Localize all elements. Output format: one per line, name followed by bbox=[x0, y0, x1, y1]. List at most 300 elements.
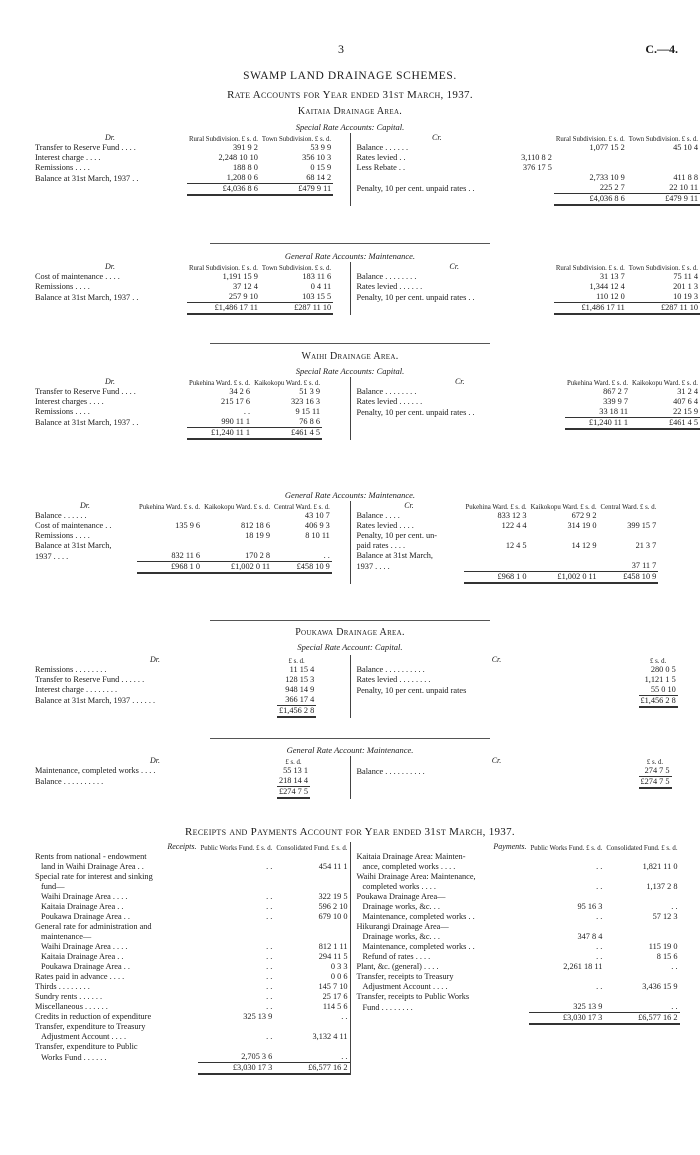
amount-a bbox=[464, 531, 529, 541]
amount-a bbox=[464, 551, 529, 561]
row-label: Cost of maintenance . . bbox=[35, 521, 112, 530]
row-label: Penalty, 10 per cent. unpaid rates . . bbox=[356, 407, 475, 417]
amount-b: 57 12 3 bbox=[652, 912, 678, 921]
ledger-header-row bbox=[355, 655, 678, 665]
total-row bbox=[33, 562, 332, 574]
waihi-capital-credit bbox=[351, 377, 700, 440]
ledger-side-heading: Cr. bbox=[491, 655, 502, 664]
row-label: Balance . . . . . . . . . . bbox=[356, 766, 425, 776]
amount-b bbox=[627, 163, 700, 173]
amount-b: 356 10 3 bbox=[302, 153, 332, 162]
ledger-header-row bbox=[33, 262, 333, 272]
debit-row bbox=[33, 685, 316, 695]
amount-c bbox=[599, 531, 659, 541]
payment-row bbox=[355, 912, 680, 922]
row-label: Kaitaia Drainage Area: Mainten- bbox=[356, 852, 466, 861]
amount-b: 10 19 3 bbox=[673, 292, 698, 301]
amount-a bbox=[198, 872, 274, 882]
row-label: completed works . . . . bbox=[362, 882, 437, 891]
total-a: £1,486 17 11 bbox=[554, 303, 627, 315]
payment-row bbox=[355, 932, 680, 942]
row-label bbox=[33, 428, 187, 440]
amount-a: 135 9 6 bbox=[175, 521, 201, 530]
amount-a bbox=[554, 163, 627, 173]
amount-b bbox=[274, 852, 349, 862]
amount-b bbox=[604, 922, 679, 932]
debit-row bbox=[33, 531, 332, 541]
debit-row bbox=[33, 695, 316, 706]
total-row bbox=[355, 696, 678, 708]
waihi-capital-account bbox=[0, 377, 700, 440]
amount-a: . . bbox=[266, 942, 273, 951]
debit-row bbox=[33, 541, 332, 551]
ledger-side-heading: Dr. bbox=[149, 655, 160, 664]
amount-b: 53 9 9 bbox=[310, 143, 332, 152]
receipt-row bbox=[33, 902, 350, 912]
column-header: Consolidated Fund. £ s. d. bbox=[606, 844, 678, 852]
debit-row bbox=[33, 417, 322, 428]
amount-b bbox=[274, 1042, 349, 1052]
amount-a: . . bbox=[596, 952, 603, 961]
row-label: land in Waihi Drainage Area . . bbox=[41, 862, 144, 871]
amount-a: . . bbox=[266, 862, 273, 871]
row-label: Balance . . . . . . . . . . bbox=[356, 665, 425, 674]
amount-b: 14 12 9 bbox=[571, 541, 597, 550]
amount-a: . . bbox=[266, 952, 273, 961]
amount-b: 407 6 4 bbox=[673, 397, 698, 406]
amount-a: 339 9 7 bbox=[603, 397, 629, 406]
amount-a: 95 16 3 bbox=[577, 902, 603, 911]
ledger-header-row bbox=[33, 655, 316, 665]
column-header: Rural Subdivision. £ s. d. bbox=[555, 135, 625, 143]
row-label: Rents from national - endowment bbox=[35, 852, 147, 861]
row-label: Thirds . . . . . . . . bbox=[35, 982, 90, 991]
row-label bbox=[33, 787, 277, 799]
amount-a: 867 2 7 bbox=[603, 387, 629, 396]
kaitaia-maintenance-debit bbox=[0, 262, 351, 315]
kaitaia-capital-credit bbox=[351, 133, 700, 206]
amount-a: 1,121 1 5 bbox=[644, 675, 676, 684]
row-label: Sundry rents . . . . . . bbox=[35, 992, 103, 1001]
ledger-side-heading: Payments. bbox=[493, 842, 527, 851]
row-label: Rates levied . . . . bbox=[356, 521, 414, 530]
credit-row bbox=[355, 665, 678, 675]
row-label: Works Fund . . . . . . bbox=[41, 1052, 107, 1062]
row-label: Transfer, receipts to Treasury bbox=[356, 972, 454, 981]
amount-a: 391 9 2 bbox=[233, 143, 258, 152]
amount-b bbox=[202, 541, 272, 551]
total-row bbox=[33, 1063, 350, 1075]
row-label: Rates levied . . . . . . bbox=[356, 282, 423, 291]
row-label: Poukawa Drainage Area . . bbox=[41, 962, 130, 971]
amount-b: 679 10 0 bbox=[318, 912, 348, 921]
amount-a: 188 8 0 bbox=[233, 163, 258, 172]
amount-b: 31 2 4 bbox=[677, 387, 698, 396]
total-a: £3,030 17 3 bbox=[198, 1063, 274, 1075]
debit-row bbox=[33, 521, 332, 531]
amount-a bbox=[554, 153, 627, 163]
row-label: Credits in reduction of expenditure bbox=[35, 1012, 152, 1021]
receipt-row bbox=[33, 1052, 350, 1063]
amount-b: 1,821 11 0 bbox=[642, 862, 678, 871]
amount-a: 128 15 3 bbox=[285, 675, 315, 684]
amount-b: 183 11 6 bbox=[302, 272, 332, 281]
total-b: £461 4 5 bbox=[630, 418, 700, 430]
ledger-side-heading: Cr. bbox=[404, 501, 414, 510]
amount-a bbox=[464, 561, 529, 572]
payment-row bbox=[355, 942, 680, 952]
debit-row bbox=[33, 173, 333, 184]
ledger-header-row bbox=[355, 262, 700, 272]
row-label: Maintenance, completed works . . bbox=[362, 912, 475, 921]
amount-b bbox=[529, 531, 599, 541]
amount-a: 325 13 9 bbox=[243, 1012, 273, 1021]
credit-row bbox=[355, 282, 700, 292]
column-header: Kaikokopu Ward. £ s. d. bbox=[530, 503, 597, 511]
amount-b: 145 7 10 bbox=[318, 982, 348, 991]
amount-c: 37 11 7 bbox=[631, 561, 657, 570]
amount-c: . . bbox=[323, 551, 330, 560]
ledger-side-heading: Dr. bbox=[104, 133, 115, 142]
debit-row bbox=[33, 163, 333, 173]
row-label: Rates levied . . . . . . bbox=[356, 397, 423, 406]
amount-a: . . bbox=[596, 862, 603, 871]
amount-b: 8 15 6 bbox=[656, 952, 678, 961]
ledger-header-row bbox=[355, 501, 659, 511]
row-label: Balance . . . . bbox=[356, 511, 400, 520]
row-label: Transfer, expenditure to Public bbox=[35, 1042, 138, 1051]
ledger-header-row bbox=[33, 756, 310, 766]
credit-row bbox=[355, 143, 700, 153]
amount-a: 1,077 15 2 bbox=[589, 143, 625, 152]
amount-a: . . bbox=[266, 972, 273, 981]
kaitaia-capital-title: Special Rate Accounts: Capital. bbox=[295, 122, 405, 132]
row-label: maintenance— bbox=[41, 932, 92, 941]
column-header: Pukehina Ward. £ s. d. bbox=[465, 503, 527, 511]
credit-row bbox=[355, 407, 700, 418]
column-header: Central Ward. £ s. d. bbox=[600, 503, 657, 511]
amount-a: 274 7 5 bbox=[644, 766, 670, 775]
receipt-row bbox=[33, 872, 350, 882]
amount-a bbox=[529, 852, 605, 862]
total-row bbox=[355, 303, 700, 315]
amount-c bbox=[272, 541, 332, 551]
debit-row bbox=[33, 143, 333, 153]
total-row bbox=[355, 418, 700, 430]
row-label: Adjustment Account . . . . bbox=[41, 1032, 127, 1041]
debit-row bbox=[33, 387, 322, 397]
row-label bbox=[33, 1063, 198, 1075]
total-b: £479 9 11 bbox=[627, 194, 700, 206]
total-amount: £1,456 2 8 bbox=[279, 706, 315, 715]
ledger-side-heading: Cr. bbox=[491, 756, 502, 765]
total-b: £287 11 10 bbox=[627, 303, 700, 315]
total-row bbox=[33, 303, 333, 315]
amount-b: 3,436 15 9 bbox=[642, 982, 678, 991]
amount-a bbox=[198, 882, 274, 892]
row-label: Transfer to Reserve Fund . . . . . . bbox=[35, 675, 145, 684]
amount-b bbox=[529, 561, 599, 572]
amount-a: 34 2 6 bbox=[229, 387, 251, 396]
section-divider bbox=[210, 620, 490, 621]
column-header: Central Ward. £ s. d. bbox=[274, 503, 330, 511]
column-header: Kaikokopu Ward. £ s. d. bbox=[632, 379, 698, 387]
amount-a: 347 8 4 bbox=[577, 932, 603, 941]
amount-a: . . bbox=[266, 982, 273, 991]
amount-a: 33 18 11 bbox=[599, 407, 629, 416]
amount-a: . . bbox=[596, 982, 603, 991]
receipts-payments-account bbox=[0, 842, 700, 1075]
receipt-row bbox=[33, 972, 350, 982]
total-amount: £274 7 5 bbox=[279, 787, 309, 796]
row-label bbox=[355, 696, 639, 708]
amount-b: 454 11 1 bbox=[318, 862, 348, 871]
row-label: Drainage works, &c. . . bbox=[362, 902, 440, 911]
amount-c: 406 9 3 bbox=[304, 521, 330, 530]
row-label bbox=[33, 562, 137, 574]
poukawa-capital-credit bbox=[351, 655, 700, 718]
amount-a: 1,208 0 6 bbox=[226, 173, 258, 182]
amount-b: 596 2 10 bbox=[318, 902, 348, 911]
rate-accounts-title: Rate Accounts for Year ended 31st March, 1937. bbox=[227, 89, 473, 101]
amount-b: 0 3 3 bbox=[330, 962, 348, 971]
amount-a: . . bbox=[266, 962, 273, 971]
column-header: Rural Subdivision. £ s. d. bbox=[189, 264, 258, 272]
amount-b: 0 0 6 bbox=[330, 972, 348, 981]
amount-a: 257 9 10 bbox=[228, 292, 258, 301]
row-label: Balance at 31st March, bbox=[356, 551, 433, 560]
row-label bbox=[355, 777, 639, 789]
poukawa-capital-title: Special Rate Account: Capital. bbox=[297, 642, 403, 652]
row-label: Interest charge . . . . bbox=[35, 153, 101, 162]
debit-row bbox=[33, 776, 310, 787]
amount-a bbox=[198, 932, 274, 942]
amount-a: 55 13 1 bbox=[283, 766, 309, 775]
amount-a bbox=[529, 972, 605, 982]
column-header: Pukehina Ward. £ s. d. bbox=[139, 503, 201, 511]
amount-b: 22 15 9 bbox=[673, 407, 698, 416]
amount-b: 0 4 11 bbox=[310, 282, 332, 291]
amount-b: 170 2 8 bbox=[245, 551, 271, 560]
credit-row bbox=[355, 531, 659, 541]
amount-a: 2,261 18 11 bbox=[563, 962, 603, 971]
row-label: General rate for administration and bbox=[35, 922, 152, 931]
amount-b: 76 8 6 bbox=[299, 417, 321, 426]
amount-a bbox=[137, 531, 202, 541]
column-header: £ s. d. bbox=[650, 657, 667, 665]
receipt-row bbox=[33, 1012, 350, 1022]
debit-row bbox=[33, 153, 333, 163]
waihi-maintenance-title: General Rate Accounts: Maintenance. bbox=[284, 490, 416, 500]
row-label: Poukawa Drainage Area— bbox=[356, 892, 446, 901]
total-b: £1,002 0 11 bbox=[529, 572, 599, 584]
amount-a: 12 4 5 bbox=[505, 541, 527, 550]
credit-row bbox=[355, 675, 678, 685]
row-label: Poukawa Drainage Area . . bbox=[41, 912, 130, 921]
amount-a: . . bbox=[243, 407, 251, 416]
row-label bbox=[33, 706, 277, 718]
total-a: £1,240 11 1 bbox=[565, 418, 630, 430]
amount-b: 672 9 2 bbox=[571, 511, 597, 520]
credit-row bbox=[355, 561, 659, 572]
amount-b: 322 19 5 bbox=[318, 892, 348, 901]
row-label: Remissions . . . . . . . . bbox=[35, 665, 107, 674]
total-b: £6,577 16 2 bbox=[604, 1013, 679, 1025]
payment-row bbox=[355, 952, 680, 962]
amount-b bbox=[604, 852, 679, 862]
receipts-payments-title: Receipts and Payments Account for Year ended 31st March, 1937. bbox=[185, 826, 515, 838]
amount-b bbox=[274, 922, 349, 932]
column-header: £ s. d. bbox=[646, 758, 664, 766]
section-divider bbox=[210, 243, 490, 244]
amount-b: . . bbox=[341, 1012, 348, 1021]
amount-b bbox=[202, 511, 272, 521]
receipt-row bbox=[33, 932, 350, 942]
column-header: Town Subdivision. £ s. d. bbox=[261, 135, 332, 143]
row-label: paid rates . . . . bbox=[356, 541, 406, 550]
row-label: Balance at 31st March, bbox=[35, 541, 112, 550]
column-header: Rural Subdivision. £ s. d. bbox=[555, 264, 625, 272]
payments-side bbox=[351, 842, 700, 1075]
receipt-row bbox=[33, 852, 350, 862]
amount-b bbox=[604, 892, 679, 902]
debit-row bbox=[33, 282, 333, 292]
amount-b: 411 8 8 bbox=[673, 173, 698, 182]
credit-row bbox=[355, 292, 700, 303]
row-label: Adjustment Account . . . . bbox=[362, 982, 448, 991]
amount-a: 55 0 10 bbox=[650, 685, 676, 694]
row-label bbox=[355, 1013, 529, 1025]
debit-row bbox=[33, 272, 333, 282]
row-label: Kaitaia Drainage Area . . bbox=[41, 952, 124, 961]
row-label: Balance at 31st March, 1937 . . bbox=[35, 173, 139, 183]
credit-row bbox=[355, 163, 700, 173]
row-label: Remissions . . . . bbox=[35, 282, 90, 291]
amount-a: . . bbox=[596, 942, 603, 951]
receipt-row bbox=[33, 1002, 350, 1012]
total-c: £458 10 9 bbox=[599, 572, 659, 584]
sub-amount bbox=[519, 173, 554, 183]
ledger-side-heading: Dr. bbox=[104, 377, 115, 386]
amount-a: 366 17 4 bbox=[285, 695, 315, 704]
amount-b bbox=[274, 1022, 349, 1032]
amount-a: . . bbox=[266, 1032, 273, 1041]
row-label: Kaitaia Drainage Area . . bbox=[41, 902, 124, 911]
total-c: £458 10 9 bbox=[272, 562, 332, 574]
amount-a: 31 13 7 bbox=[599, 272, 625, 281]
amount-a: 833 12 3 bbox=[497, 511, 527, 520]
amount-a bbox=[529, 892, 605, 902]
amount-a: 832 11 6 bbox=[171, 551, 201, 560]
row-label: fund— bbox=[41, 882, 65, 891]
receipt-row bbox=[33, 1042, 350, 1052]
row-label: Remissions . . . . bbox=[35, 531, 90, 540]
amount-b: 115 19 0 bbox=[648, 942, 678, 951]
column-header: Public Works Fund. £ s. d. bbox=[530, 844, 603, 852]
column-header: Pukehina Ward. £ s. d. bbox=[189, 379, 251, 387]
ledger-header-row bbox=[33, 377, 322, 387]
main-title: SWAMP LAND DRAINAGE SCHEMES. bbox=[243, 70, 457, 82]
spacer bbox=[519, 194, 554, 206]
row-label: Penalty, 10 per cent. unpaid rates . . bbox=[356, 292, 475, 302]
column-header: Town Subdivision. £ s. d. bbox=[628, 135, 698, 143]
amount-b bbox=[604, 872, 679, 882]
receipt-row bbox=[33, 1032, 350, 1042]
payment-row bbox=[355, 862, 680, 872]
amount-a bbox=[529, 872, 605, 882]
amount-a bbox=[198, 1022, 274, 1032]
amount-a: 122 4 4 bbox=[501, 521, 527, 530]
sub-amount: 376 17 5 bbox=[522, 163, 552, 172]
row-label bbox=[355, 572, 464, 584]
amount-a: . . bbox=[266, 1002, 273, 1011]
row-label: 1937 . . . . bbox=[35, 551, 69, 561]
ledger-side-heading: Dr. bbox=[104, 262, 115, 271]
total-a: £1,486 17 11 bbox=[187, 303, 260, 315]
amount-a bbox=[529, 922, 605, 932]
amount-b: 812 18 6 bbox=[240, 521, 271, 530]
row-label: Hikurangi Drainage Area— bbox=[356, 922, 449, 931]
column-header: Consolidated Fund. £ s. d. bbox=[276, 844, 348, 852]
row-label: Cost of maintenance . . . . bbox=[35, 272, 120, 281]
row-label: Balance at 31st March, 1937 . . bbox=[35, 292, 139, 302]
row-label: Special rate for interest and sinking bbox=[35, 872, 153, 881]
poukawa-capital-account bbox=[0, 655, 700, 718]
payment-row bbox=[355, 882, 680, 892]
sub-amount bbox=[519, 143, 554, 153]
receipt-row bbox=[33, 882, 350, 892]
amount-a: 948 14 9 bbox=[285, 685, 315, 694]
payment-row bbox=[355, 892, 680, 902]
amount-c: 8 10 11 bbox=[305, 531, 330, 540]
row-label: Remissions . . . . bbox=[35, 407, 90, 416]
receipt-row bbox=[33, 922, 350, 932]
waihi-maintenance-credit bbox=[351, 501, 700, 584]
total-b: £479 9 11 bbox=[260, 184, 333, 196]
amount-b bbox=[274, 872, 349, 882]
receipt-row bbox=[33, 962, 350, 972]
amount-a: 280 0 5 bbox=[650, 665, 676, 674]
credit-row bbox=[355, 511, 659, 521]
row-label bbox=[355, 418, 565, 430]
poukawa-capital-debit bbox=[0, 655, 351, 718]
debit-row bbox=[33, 397, 322, 407]
amount-c bbox=[599, 551, 659, 561]
amount-a: 2,705 3 6 bbox=[241, 1052, 273, 1061]
ledger-header-row bbox=[355, 377, 700, 387]
row-label: Transfer to Reserve Fund . . . . bbox=[35, 143, 136, 152]
receipts-side bbox=[0, 842, 351, 1075]
amount-a: 2,248 10 10 bbox=[218, 153, 258, 162]
amount-b: 18 19 9 bbox=[245, 531, 271, 540]
credit-row bbox=[355, 766, 672, 777]
row-label: Waihi Drainage Area . . . . bbox=[41, 942, 128, 951]
amount-b: 68 14 2 bbox=[306, 173, 332, 182]
row-label: Plant, &c. (general) . . . . bbox=[356, 962, 439, 971]
row-label: Refund of rates . . . . bbox=[362, 952, 431, 961]
row-label bbox=[33, 303, 187, 315]
row-label: Penalty, 10 per cent. unpaid rates bbox=[356, 685, 467, 695]
kaitaia-area-title: Kaitaia Drainage Area. bbox=[297, 106, 403, 117]
credit-row bbox=[355, 521, 659, 531]
debit-row bbox=[33, 766, 310, 776]
sub-amount bbox=[519, 183, 554, 194]
receipt-row bbox=[33, 862, 350, 872]
amount-a: 37 12 4 bbox=[233, 282, 258, 291]
total-b: £287 11 10 bbox=[260, 303, 333, 315]
amount-b: 323 16 3 bbox=[290, 397, 321, 406]
amount-a bbox=[198, 1042, 274, 1052]
